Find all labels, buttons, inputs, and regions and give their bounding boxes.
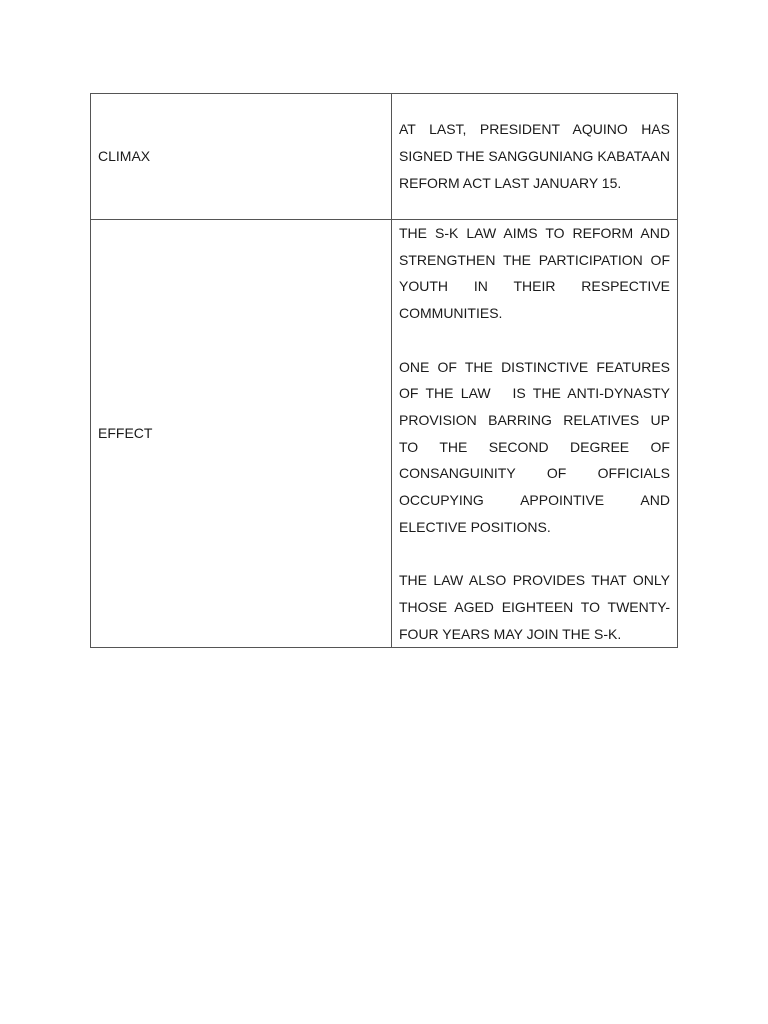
row-content-effect — [392, 220, 678, 648]
effect-paragraph-3: THE LAW ALSO PROVIDES THAT ONLY THOSE AGED EIGHTEEN TO TWENTY-FOUR YEARS MAY JOIN THE S-K. — [399, 572, 670, 642]
story-element-table — [90, 93, 678, 648]
effect-paragraph-1: THE S-K LAW AIMS TO REFORM AND STRENGTHEN THE PARTICIPATION OF YOUTH IN THEIR RESPECTIVE COMMUNITIES. — [399, 225, 670, 322]
effect-paragraph-2: ONE OF THE DISTINCTIVE FEATURES OF THE LAW IS THE ANTI-DYNASTY PROVISION BARRING RELATIVES UP TO THE SECOND DEGREE OF CONSANGUINITY OF OFFICIALS OCCUPYING APPOINTIVE AND ELECTIVE POSITIONS. — [399, 358, 674, 535]
table-row-effect — [91, 220, 678, 648]
row-label-effect: EFFECT — [91, 220, 392, 648]
table-row-climax — [91, 94, 678, 220]
paragraph-spacer — [399, 540, 670, 567]
paragraph-spacer — [399, 327, 670, 354]
climax-paragraph: AT LAST, PRESIDENT AQUINO HAS SIGNED THE SANGGUNIANG KABATAAN REFORM ACT LAST JANUARY 15. — [399, 121, 670, 191]
row-label-climax: CLIMAX — [91, 94, 392, 220]
row-content-climax — [392, 94, 678, 220]
